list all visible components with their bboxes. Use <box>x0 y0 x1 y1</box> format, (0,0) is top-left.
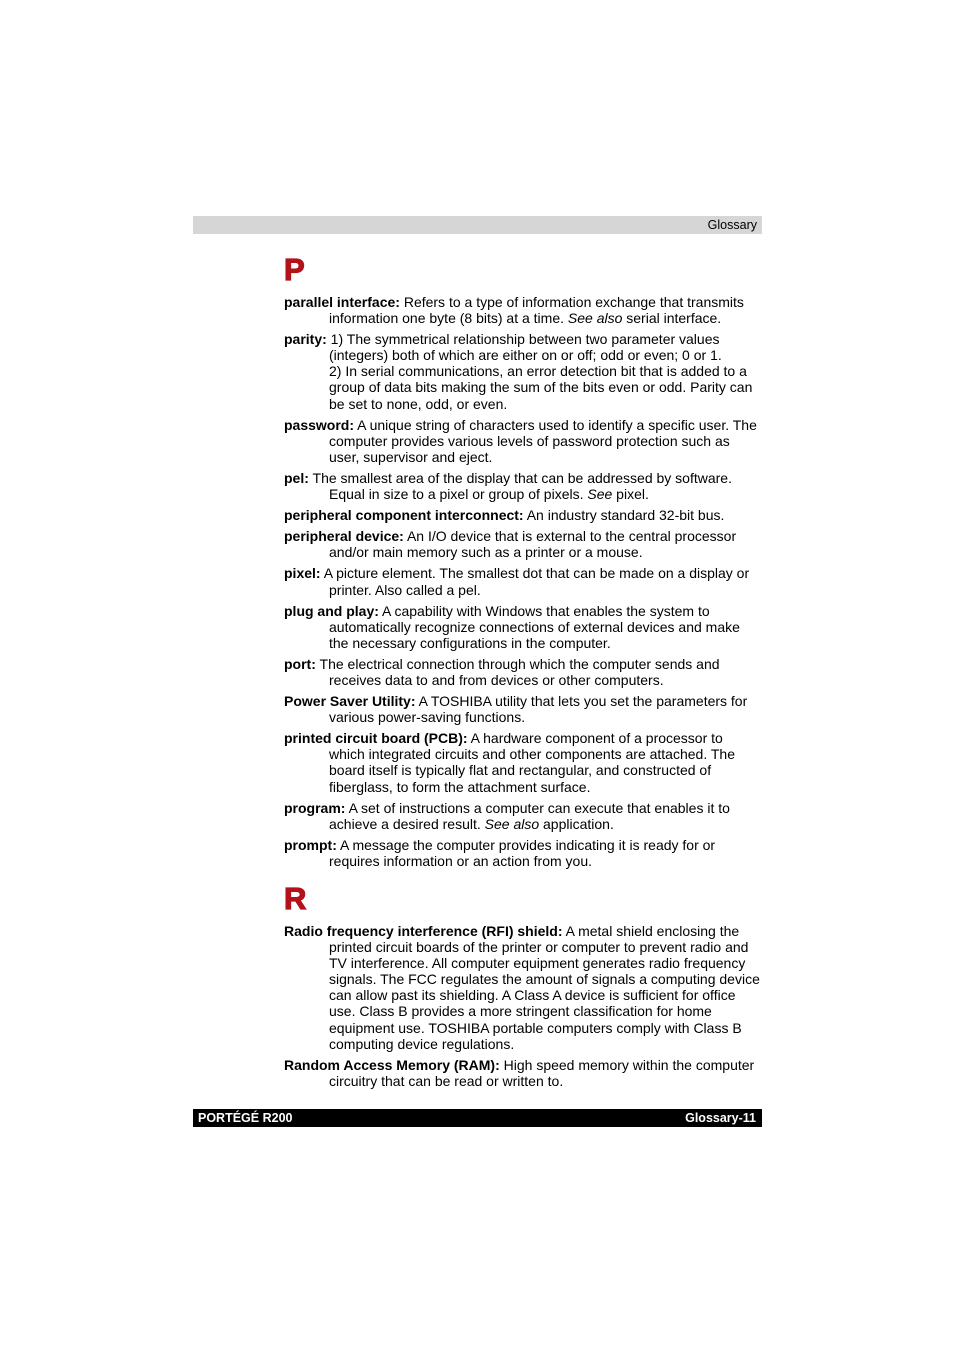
glossary-definition-continued: 2) In serial communications, an error detection bit that is added to a group of data bits making the sum of the bits even or odd. Parity can be set to none, odd, or even. <box>329 363 753 412</box>
section-letter-p: P <box>284 252 305 287</box>
glossary-entry <box>284 417 762 465</box>
glossary-entry <box>284 470 762 502</box>
glossary-entry <box>284 1057 762 1089</box>
glossary-entry <box>284 294 762 326</box>
glossary-definition: A metal shield enclosing the printed circuit boards of the printer or computer to prevent radio and TV interference. All computer equipment generates radio frequency signals. The FCC regulates the amount of signals a computing device can allow past its shielding. A Class A device is sufficient for office use. Class B provides a more stringent classification for home equipment use. TOSHIBA portable computers comply with Class B computing device regulations. <box>329 923 760 1052</box>
glossary-definition: A picture element. The smallest dot that can be made on a display or printer. Also called a pel. <box>320 565 750 598</box>
glossary-definition: An industry standard 32-bit bus. <box>523 507 725 524</box>
glossary-term: peripheral component interconnect: <box>284 507 524 524</box>
glossary-definition: A message the computer provides indicating it is ready for or requires information or an action from you. <box>329 836 716 869</box>
glossary-definition: An I/O device that is external to the central processor and/or main memory such as a printer or a mouse. <box>329 528 737 561</box>
glossary-term: Radio frequency interference (RFI) shield: <box>284 923 563 939</box>
cross-reference: See also <box>484 815 540 832</box>
glossary-term: plug and play: <box>284 602 379 619</box>
glossary-entry <box>284 693 762 725</box>
cross-reference: See also <box>567 310 623 327</box>
glossary-term: Random Access Memory (RAM): <box>284 1056 500 1073</box>
glossary-definition: A TOSHIBA utility that lets you set the parameters for various power-saving functions. <box>329 693 748 726</box>
glossary-term: pixel: <box>284 565 321 582</box>
glossary-entry <box>284 507 762 523</box>
glossary-definition: 1) The symmetrical relationship between two parameter values (integers) both of which are either on or off; odd or even; 0 or 1. <box>326 331 722 364</box>
glossary-content <box>284 254 762 1094</box>
glossary-entry <box>284 603 762 651</box>
glossary-term: parallel interface: <box>284 294 400 310</box>
glossary-definition: The electrical connection through which the computer sends and receives data to and from devices or other computers. <box>315 655 720 688</box>
glossary-definition: A unique string of characters used to identify a specific user. The computer provides various levels of password protection such as user, supervisor and eject. <box>329 416 757 465</box>
glossary-term: peripheral device: <box>284 528 404 545</box>
glossary-entry <box>284 800 762 832</box>
glossary-definition: A hardware component of a processor to which integrated circuits and other components are attached. The board itself is typically flat and rectangular, and constructed of fiberglass, to form the attachment surface. <box>329 730 735 795</box>
glossary-definition: Refers to a type of information exchange that transmits information one byte (8 bits) at a time. <box>329 294 744 327</box>
section-letter-r: R <box>284 881 307 916</box>
glossary-term: pel: <box>284 469 309 486</box>
glossary-term: program: <box>284 799 346 816</box>
glossary-entry <box>284 565 762 597</box>
header-section-title: Glossary <box>707 218 757 232</box>
glossary-term: Power Saver Utility: <box>284 693 416 710</box>
glossary-definition: A set of instructions a computer can execute that enables it to achieve a desired result. <box>329 799 730 832</box>
glossary-definition: High speed memory within the computer circuitry that can be read or written to. <box>329 1056 755 1089</box>
product-name: PORTÉGÉ R200 <box>198 1111 293 1125</box>
page-number: Glossary-11 <box>685 1111 756 1125</box>
cross-reference: See <box>587 486 613 503</box>
glossary-term: password: <box>284 416 355 433</box>
cross-reference-target: application. <box>539 815 614 832</box>
glossary-term: printed circuit board (PCB): <box>284 730 468 747</box>
glossary-entry <box>284 331 762 411</box>
glossary-entry <box>284 656 762 688</box>
glossary-entry <box>284 528 762 560</box>
glossary-entry <box>284 923 762 1052</box>
cross-reference-target: pixel. <box>612 486 649 503</box>
glossary-definition: The smallest area of the display that can be addressed by software. Equal in size to a pixel or group of pixels. <box>308 469 732 503</box>
running-footer <box>193 1109 762 1127</box>
glossary-term: prompt: <box>284 836 337 853</box>
glossary-term: parity: <box>284 331 327 348</box>
glossary-entry <box>284 730 762 794</box>
glossary-definition: A capability with Windows that enables the system to automatically recognize connections of external devices and make the necessary configurations in the computer. <box>329 602 740 651</box>
running-header <box>193 216 762 234</box>
glossary-entry <box>284 837 762 869</box>
glossary-term: port: <box>284 655 316 672</box>
cross-reference-target: serial interface. <box>622 310 722 327</box>
